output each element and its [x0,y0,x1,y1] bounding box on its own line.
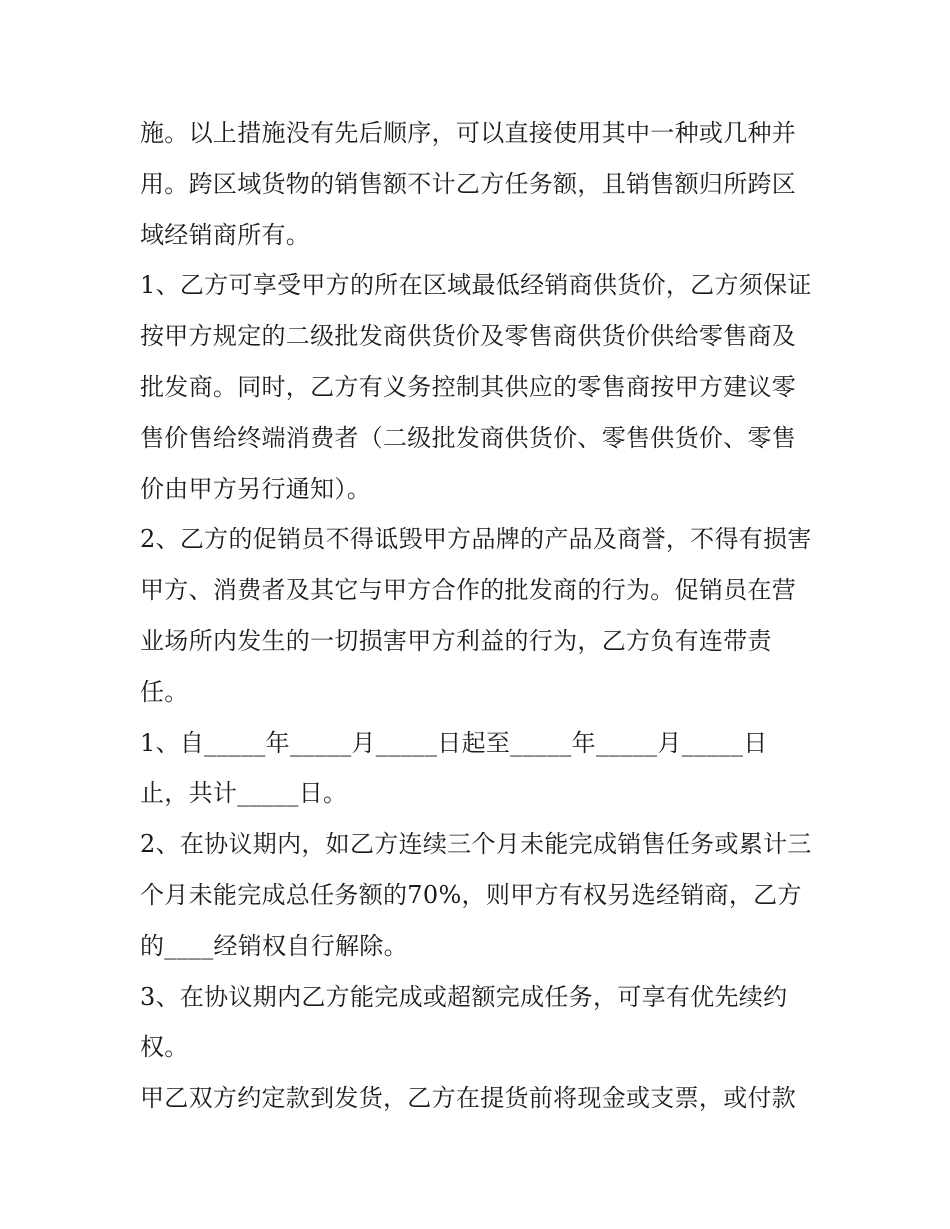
paragraph-promoter-conduct: 2、乙方的促销员不得诋毁甲方品牌的产品及商誉，不得有损害甲方、消费者及其它与甲方合作的批发商的行为。促销员在营业场所内发生的一切损害甲方利益的行为，乙方负有连带责任。 [140,525,812,706]
document-page [140,108,815,1124]
paragraph-cross-region-sales: 施。以上措施没有先后顺序，可以直接使用其中一种或几种并用。跨区域货物的销售额不计乙方任务额，且销售额归所跨区域经销商所有。 [140,119,797,249]
paragraph-termination: 2、在协议期内，如乙方连续三个月未能完成销售任务或累计三个月未能完成总任务额的70%，则甲方有权另选经销商，乙方的____经销权自行解除。 [140,830,812,960]
paragraph-renewal: 3、在协议期内乙方能完成或超额完成任务，可享有优先续约权。 [140,982,788,1062]
paragraph-payment: 甲乙双方约定款到发货，乙方在提货前将现金或支票，或付款 [140,1084,797,1113]
paragraph-supply-price: 1、乙方可享受甲方的所在区域最低经销商供货价，乙方须保证按甲方规定的二级批发商供货价及零售商供货价供给零售商及批发商。同时，乙方有义务控制其供应的零售商按甲方建议零售价售给终端消费者（二级批发商供货价、零售供货价、零售价由甲方另行通知）。 [140,271,812,503]
paragraph-term-dates: 1、自_____年_____月_____日起至_____年_____月_____日止，共计_____日。 [140,728,768,808]
